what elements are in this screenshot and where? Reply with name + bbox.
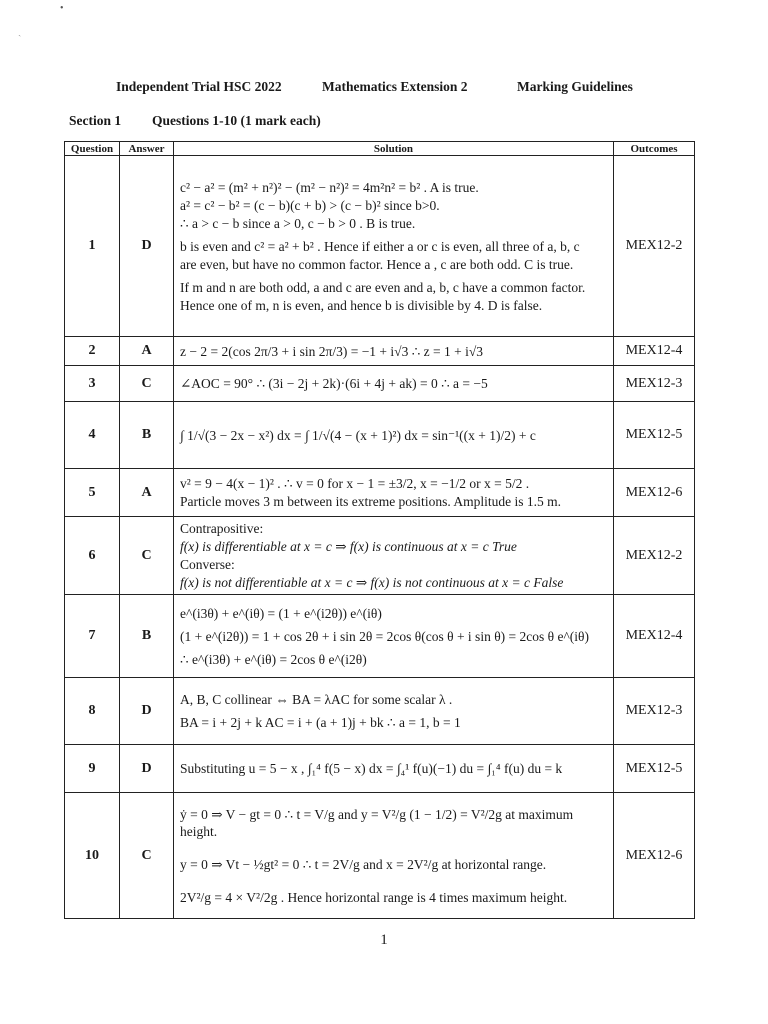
solution-line: Hence one of m, n is even, and hence b is divisible by 4. D is false. (180, 297, 543, 313)
page-number: 1 (380, 932, 388, 948)
solution-cell (174, 745, 614, 793)
question-number: 10 (65, 793, 120, 919)
table-row (65, 366, 695, 402)
question-number: 9 (65, 745, 120, 793)
header-left: Independent Trial HSC 2022 (116, 79, 282, 94)
question-number: 4 (65, 402, 120, 469)
table-row (65, 595, 695, 678)
outcome-code: MEX12-6 (614, 469, 695, 517)
answer-letter: B (120, 402, 174, 469)
solution-line: A, B, C collinear ⇔ BA = λAC for some scalar λ . (180, 692, 453, 707)
column-header-outcomes: Outcomes (614, 142, 695, 156)
solution-cell (174, 595, 614, 678)
outcome-code: MEX12-6 (614, 793, 695, 919)
solution-line: ∴ a > c − b since a > 0, c − b > 0 . B is true. (180, 215, 416, 231)
answer-letter: B (120, 595, 174, 678)
table-row (65, 402, 695, 469)
solution-line: v² = 9 − 4(x − 1)² . ∴ v = 0 for x − 1 = ±3/2, x = −1/2 or x = 5/2 . (180, 476, 530, 491)
solution-line: Converse: (180, 557, 235, 572)
solution-cell (174, 469, 614, 517)
outcome-code: MEX12-3 (614, 678, 695, 745)
header-right: Marking Guidelines (517, 79, 633, 94)
solution-cell (174, 402, 614, 469)
answer-letter: D (120, 745, 174, 793)
solution-line: f(x) is differentiable at x = c ⇒ f(x) is continuous at x = c True (180, 539, 517, 554)
table-row (65, 745, 695, 793)
solution-line: a² = c² − b² = (c − b)(c + b) > (c − b)² since b>0. (180, 197, 440, 213)
solution-cell (174, 156, 614, 337)
table-row (65, 469, 695, 517)
question-number: 7 (65, 595, 120, 678)
section-description: Questions 1-10 (1 mark each) (152, 113, 321, 128)
solution-line: ∠AOC = 90° ∴ (3i − 2j + 2k)·(6i + 4j + ak) = 0 ∴ a = −5 (180, 376, 488, 391)
outcome-code: MEX12-2 (614, 156, 695, 337)
table-row (65, 517, 695, 595)
answer-letter: C (120, 517, 174, 595)
outcome-code: MEX12-5 (614, 745, 695, 793)
outcome-code: MEX12-5 (614, 402, 695, 469)
solution-line: z − 2 = 2(cos 2π/3 + i sin 2π/3) = −1 + i√3 ∴ z = 1 + i√3 (180, 343, 484, 359)
solution-line: 2V²/g = 4 × V²/2g . Hence horizontal range is 4 times maximum height. (180, 889, 568, 905)
table-row (65, 793, 695, 919)
solution-line: c² − a² = (m² + n²)² − (m² − n²)² = 4m²n² = b² . A is true. (180, 179, 479, 195)
column-header-question: Question (65, 142, 120, 156)
solution-line: Substituting u = 5 − x , ∫₁⁴ f(5 − x) dx = ∫₄¹ f(u)(−1) du = ∫₁⁴ f(u) du = k (180, 761, 563, 776)
question-number: 2 (65, 337, 120, 366)
solution-cell (174, 337, 614, 366)
table-header-row (65, 142, 695, 156)
solution-line: ẏ = 0 ⇒ V − gt = 0 ∴ t = V/g and y = V²/g (1 − 1/2) = V²/2g at maximum height. (180, 806, 574, 839)
answer-letter: C (120, 366, 174, 402)
answer-letter: D (120, 678, 174, 745)
solution-line: b is even and c² = a² + b² . Hence if either a or c is even, all three of a, b, c (180, 238, 580, 254)
solution-line: y = 0 ⇒ Vt − ½gt² = 0 ∴ t = 2V/g and x = 2V²/g at horizontal range. (180, 856, 547, 872)
scan-mark: • (60, 3, 64, 14)
answer-letter: C (120, 793, 174, 919)
answer-letter: A (120, 469, 174, 517)
solution-line: BA = i + 2j + k AC = i + (a + 1)j + bk ∴ a = 1, b = 1 (180, 715, 461, 730)
section-label: Section 1 (69, 113, 122, 128)
solution-line: are even, but have no common factor. Hence a , c are both odd. C is true. (180, 256, 574, 272)
solution-line: ∴ e^(i3θ) + e^(iθ) = 2cos θ e^(i2θ) (180, 651, 367, 667)
column-header-answer: Answer (120, 142, 174, 156)
question-number: 6 (65, 517, 120, 595)
scan-mark: ˎ (18, 26, 22, 37)
solution-line: If m and n are both odd, a and c are even and a, b, c have a common factor. (180, 279, 586, 295)
question-number: 5 (65, 469, 120, 517)
outcome-code: MEX12-4 (614, 337, 695, 366)
answer-letter: A (120, 337, 174, 366)
question-number: 1 (65, 156, 120, 337)
solution-line: (1 + e^(i2θ)) = 1 + cos 2θ + i sin 2θ = 2cos θ(cos θ + i sin θ) = 2cos θ e^(iθ) (180, 628, 590, 644)
header-middle: Mathematics Extension 2 (322, 79, 468, 94)
answer-letter: D (120, 156, 174, 337)
solution-cell (174, 366, 614, 402)
solution-cell (174, 793, 614, 919)
question-number: 8 (65, 678, 120, 745)
solution-line: Contrapositive: (180, 521, 264, 536)
question-number: 3 (65, 366, 120, 402)
outcome-code: MEX12-2 (614, 517, 695, 595)
solution-line: e^(i3θ) + e^(iθ) = (1 + e^(i2θ)) e^(iθ) (180, 605, 382, 621)
column-header-solution: Solution (174, 142, 614, 156)
solution-line: f(x) is not differentiable at x = c ⇒ f(x) is not continuous at x = c False (180, 575, 564, 590)
marking-table (64, 141, 695, 919)
outcome-code: MEX12-3 (614, 366, 695, 402)
table-row (65, 678, 695, 745)
solution-cell (174, 517, 614, 595)
solution-line: ∫ 1/√(3 − 2x − x²) dx = ∫ 1/√(4 − (x + 1)²) dx = sin⁻¹((x + 1)/2) + c (180, 427, 536, 443)
table-row (65, 156, 695, 337)
table-row (65, 337, 695, 366)
solution-cell (174, 678, 614, 745)
outcome-code: MEX12-4 (614, 595, 695, 678)
solution-line: Particle moves 3 m between its extreme positions. Amplitude is 1.5 m. (180, 494, 561, 509)
